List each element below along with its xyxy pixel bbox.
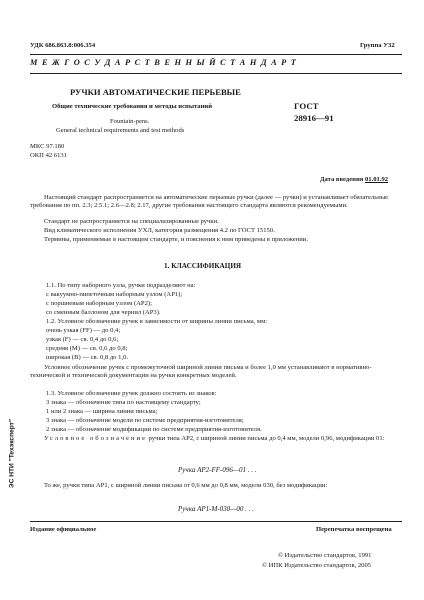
side-stamp: ЭС НТИ "Техэксперт" — [8, 418, 16, 489]
copyright-1991: © Издательство стандартов, 1991 — [278, 552, 372, 559]
section-1-3-item-2: 1 или 2 знака — ширина линии письма; — [46, 408, 158, 415]
intro-date-label: Дата введения — [320, 176, 364, 183]
intro-paragraph-1: Настоящий стандарт распространяется на автоматические перьевые ручки (далее — ручки) и устанавливает обязательные требования по пп. 2.3; 2.5.1; 2.6—2.8; 2.17, другие требования настоящего стандарта являются рекомендуемыми. — [30, 194, 389, 209]
section-1-3-item-1: 3 знака — обозначение типа по настоящему стандарту; — [46, 399, 201, 406]
okp-code: ОКП 42 6131 — [30, 152, 67, 159]
example-1-code: Ручка АР2-FF-096—01 . . . — [178, 466, 257, 474]
copyright-2005: © ИПК Издательство стандартов, 2005 — [262, 562, 372, 569]
header-rule — [30, 54, 402, 55]
reprint-prohibited: Перепечатка воспрещена — [316, 526, 392, 533]
section-1-2-item-4: широкая (В) — св. 0,8 до 1,0. — [46, 354, 129, 361]
gost-label: ГОСТ — [294, 101, 319, 111]
section-1-3-example-2: То же, ручки типа АР1, с шириной линии письма от 0,6 мм до 0,8 мм, модели 030, без модификации: — [44, 482, 328, 489]
intro-date-value: 01.01.92 — [364, 176, 389, 183]
subtitle-en: General technical requirements and test methods — [56, 127, 185, 134]
title-en: Fountain-pens. — [110, 118, 150, 125]
intro-paragraph-2: Стандарт не распространяется на специализированные ручки. — [44, 218, 219, 225]
intro-paragraph-3: Вид климатического исполнения УХЛ, категория размещения 4.2 по ГОСТ 15150. — [44, 227, 275, 234]
section-1-3-lead: 1.3. Условное обозначение ручек должно состоять из знаков: — [46, 390, 217, 397]
section-1-1-lead: 1.1. По типу наборного узла, ручки подразделяют на: — [46, 282, 196, 289]
standard-banner: М Е Ж Г О С У Д А Р С Т В Е Н Н Ы Й С Т А Н Д А Р Т — [30, 58, 298, 67]
mks-code: МКС 97.180 — [30, 143, 65, 150]
section-1-1-item-2: с поршневым наборным узлом (АР2); — [46, 300, 152, 307]
title-ru: РУЧКИ АВТОМАТИЧЕСКИЕ ПЕРЬЕВЫЕ — [70, 87, 241, 97]
section-1-2-note: Условное обозначение ручек с промежуточной шириной линии письма и более 1,0 мм устанавливают в нормативно-технической и технической документации на ручки конкретных моделей. — [30, 364, 372, 379]
subtitle-ru: Общие технические требования и методы испытаний — [52, 103, 212, 110]
udk-code: УДК 686.863.8:006.354 — [30, 42, 96, 49]
official-edition: Издание официальное — [30, 526, 97, 533]
gost-number: 28916—91 — [294, 113, 334, 123]
intro-paragraph-4: Термины, применяемые в настоящем стандарте, и пояснения к ним приведены в приложении. — [44, 236, 308, 243]
example-1-spaced-label: Условное обозначение — [44, 435, 147, 442]
section-heading: 1. КЛАССИФИКАЦИЯ — [164, 262, 242, 270]
section-1-2-item-2: узкая (F) — св. 0,4 до 0,6; — [46, 336, 119, 343]
section-1-2-item-3: средняя (М) — св. 0,6 до 0,8; — [46, 345, 128, 352]
section-1-3-item-4: 2 знака — обозначение модификации по системе предприятия-изготовителя. — [46, 426, 262, 433]
intro-date — [320, 176, 388, 183]
footer-rule — [30, 521, 402, 522]
group-code: Группа У32 — [360, 42, 395, 49]
section-1-3-item-3: 3 знака — обозначение модели по системе предприятия-изготовителя; — [46, 417, 244, 424]
example-2-code: Ручка АР1-М-030—00 . . . — [178, 505, 254, 513]
section-1-1-item-1: с вакуумно-пипеточным наборным узлом (АР1); — [46, 291, 183, 298]
section-1-2-item-1: очень узкая (FF) — до 0,4; — [46, 327, 121, 334]
section-1-3-example-1 — [30, 435, 402, 443]
banner-rule — [30, 73, 402, 74]
section-1-1-item-3: со сменным баллоном для чернил (АР3). — [46, 309, 161, 316]
section-1-2-lead: 1.2. Условное обозначение ручек в зависимости от ширины линии письма, мм: — [46, 318, 268, 325]
example-1-text: ручки типа АР2, с шириной линии письма до 0,4 мм, модели 0,96, модификации 01: — [146, 435, 385, 442]
